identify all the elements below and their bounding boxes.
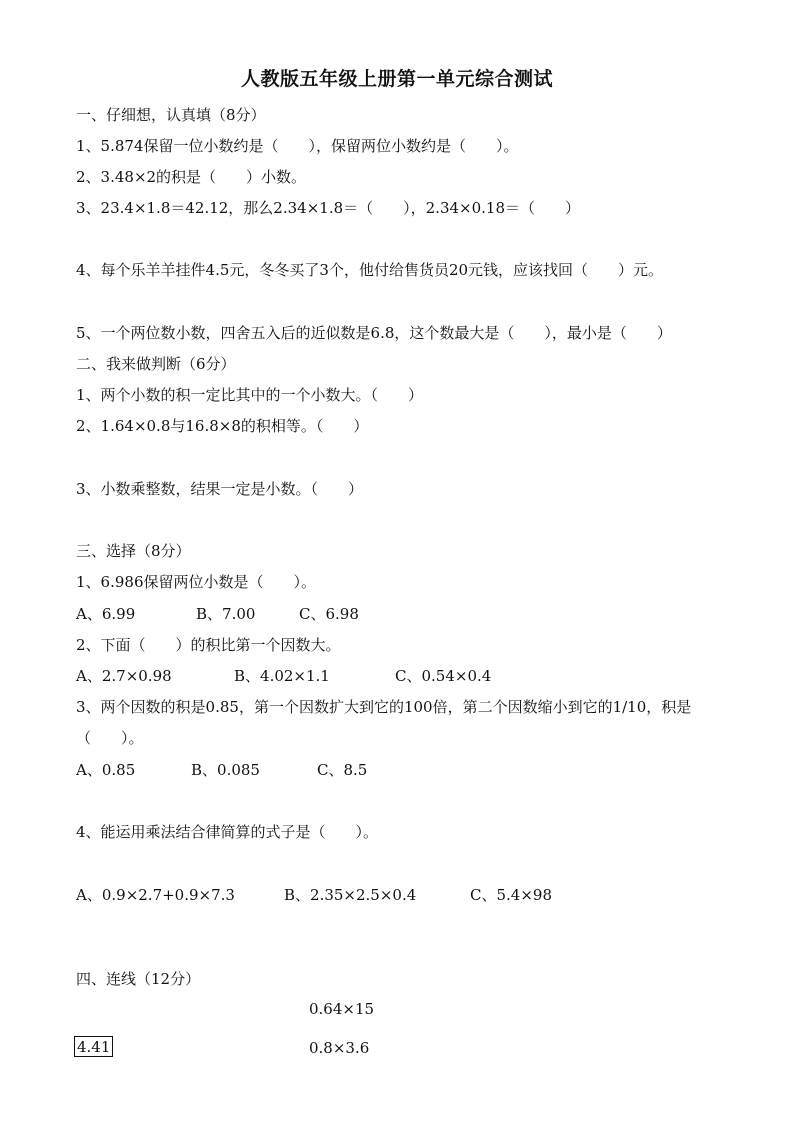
choice-4-option-a: A、0.9×2.7+0.9×7.3: [76, 886, 235, 904]
fill-question-1: 1、5.874保留一位小数约是（ ），保留两位小数约是（ ）。: [76, 137, 519, 155]
connect-right-item: 0.64×15: [309, 1000, 375, 1018]
choice-3-option-c: C、8.5: [317, 761, 368, 779]
fill-question-3: 3、23.4×1.8＝42.12，那么2.34×1.8＝（ ），2.34×0.18＝（ ）: [76, 199, 580, 217]
section-fill-heading: 一、仔细想，认真填（8分）: [76, 106, 266, 124]
fill-question-2: 2、3.48×2的积是（ ）小数。: [76, 168, 307, 186]
choice-question-2: 2、下面（ ）的积比第一个因数大。: [76, 636, 341, 654]
choice-3-option-b: B、0.085: [191, 761, 260, 779]
choice-1-option-a: A、6.99: [76, 605, 136, 623]
choice-4-option-b: B、2.35×2.5×0.4: [284, 886, 417, 904]
choice-1-option-c: C、6.98: [299, 605, 359, 623]
section-connect-heading: 四、连线（12分）: [76, 970, 201, 988]
page-title: 人教版五年级上册第一单元综合测试: [240, 68, 553, 90]
choice-2-option-c: C、0.54×0.4: [395, 667, 492, 685]
section-judge-heading: 二、我来做判断（6分）: [76, 355, 236, 373]
choice-question-1: 1、6.986保留两位小数是（ ）。: [76, 573, 316, 591]
choice-2-option-b: B、4.02×1.1: [234, 667, 330, 685]
fill-question-5: 5、一个两位数小数，四舍五入后的近似数是6.8，这个数最大是（ ），最小是（ ）: [76, 324, 672, 342]
choice-4-option-c: C、5.4×98: [470, 886, 552, 904]
choice-1-option-b: B、7.00: [196, 605, 256, 623]
choice-2-option-a: A、2.7×0.98: [76, 667, 172, 685]
connect-left-item: 4.41: [74, 1036, 113, 1057]
choice-3-option-a: A、0.85: [76, 761, 136, 779]
connect-right-item: 0.8×3.6: [309, 1039, 370, 1057]
choice-question-3: 3、两个因数的积是0.85，第一个因数扩大到它的100倍，第二个因数缩小到它的1/10，积是（ ）。: [76, 698, 692, 747]
judge-question-3: 3、小数乘整数，结果一定是小数。（ ）: [76, 480, 364, 498]
judge-question-1: 1、两个小数的积一定比其中的一个小数大。（ ）: [76, 386, 424, 404]
judge-question-2: 2、1.64×0.8与16.8×8的积相等。（ ）: [76, 417, 369, 435]
choice-question-4: 4、能运用乘法结合律简算的式子是（ ）。: [76, 823, 379, 841]
fill-question-4: 4、每个乐羊羊挂件4.5元，冬冬买了3个，他付给售货员20元钱，应该找回（ ）元。: [76, 261, 664, 279]
section-choice-heading: 三、选择（8分）: [76, 542, 191, 560]
